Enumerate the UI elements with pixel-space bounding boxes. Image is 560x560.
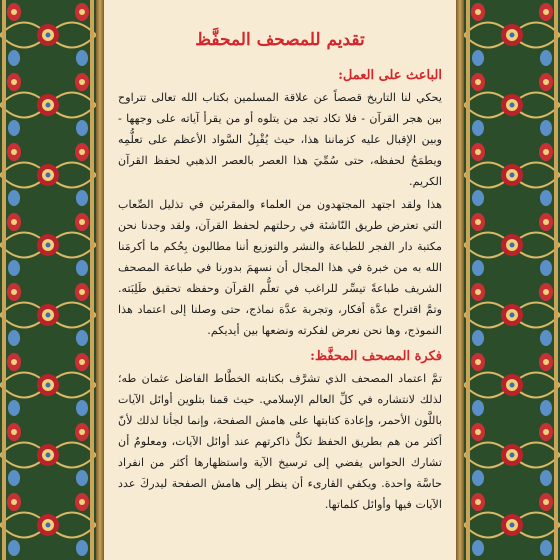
text-panel xyxy=(104,0,456,560)
left-gold-frame xyxy=(96,0,104,560)
page-title: تقديم للمصحف المحفَّظ xyxy=(195,30,365,50)
floral-pattern-icon xyxy=(464,0,560,560)
right-gold-frame xyxy=(456,0,464,560)
left-ornamental-border xyxy=(0,0,96,560)
floral-pattern-icon xyxy=(0,0,96,560)
section-heading-motive: الباعث على العمل: xyxy=(338,68,442,83)
right-ornamental-border xyxy=(464,0,560,560)
paragraph-idea: تمَّ اعتماد المصحف الذي تشرَّف بكتابته الخطَّاط الفاضل عثمان طه؛ لذلك لانتشاره في كلِّ العالم الإسلامي. حيث قمنا بتلوين أوائل الآيات باللَّون الأحمر، وإعادة كتابتها على هامش الصفحة، وإنما لجأنا لذلك لأنّ أكثر من هم بطريق الحفظ تكلُّ ذاكرتهم عند أوائل الآيات، ومعلومٌ أن تشارك الحواس يفضي إلى ترسيخ الآية واستظهارها أكثر من انفراد حاسَّة واحدة. ويكفي القارىء أن ينظر إلى هامش الصفحة ليدركَ عدد الآيات فيها وأوائل كلماتها. xyxy=(118,372,442,511)
paragraph-history: يحكي لنا التاريخ قصصاً عن علاقة المسلمين بكتاب الله تعالى تتراوح بين هجر القرآن - فلا تكاد تجد من يتلوه أو من يقرأ آياته على وجهها - وبين الإقبال عليه كزماننا هذا، حيث يُقْبِلُ السَّواد الأعظم على تعلُّمِه ويطمَحُ لحفظه، حتى سُمِّيَ هذا العصر بالعصر الذهبي لحفظ القرآن الكريم. xyxy=(118,91,442,188)
paragraph-effort: هذا ولقد اجتهد المجتهدون من العلماء والمقرئين في تذليل الصِّعاب التي تعترض طريق النّاشئة في رحلتهم لحفظ القرآن، ولقد وجدنا نحن مكتبة دار الفجر للطباعة والنشر والتوزيع أننا مطالبون بِحُكم ما أكرمَنا الله به من خبرة في هذا المجال أن نسهمَ بدورنا في طباعة المصحف الشريف طباعةً تيسِّر للراغب في تعلُّم القرآن وحفظه تحقيق طَلِبَته. وتمَّ اقتراح عدَّة أفكار، وتجربة عدَّة نماذج، حتى وصلنا إلى اعتماد هذا النموذج، وها نحن نعرض لفكرته ونضعها بين أيديكم. xyxy=(118,198,442,337)
section-heading-idea: فكرة المصحف المحفَّظ: xyxy=(310,349,442,364)
